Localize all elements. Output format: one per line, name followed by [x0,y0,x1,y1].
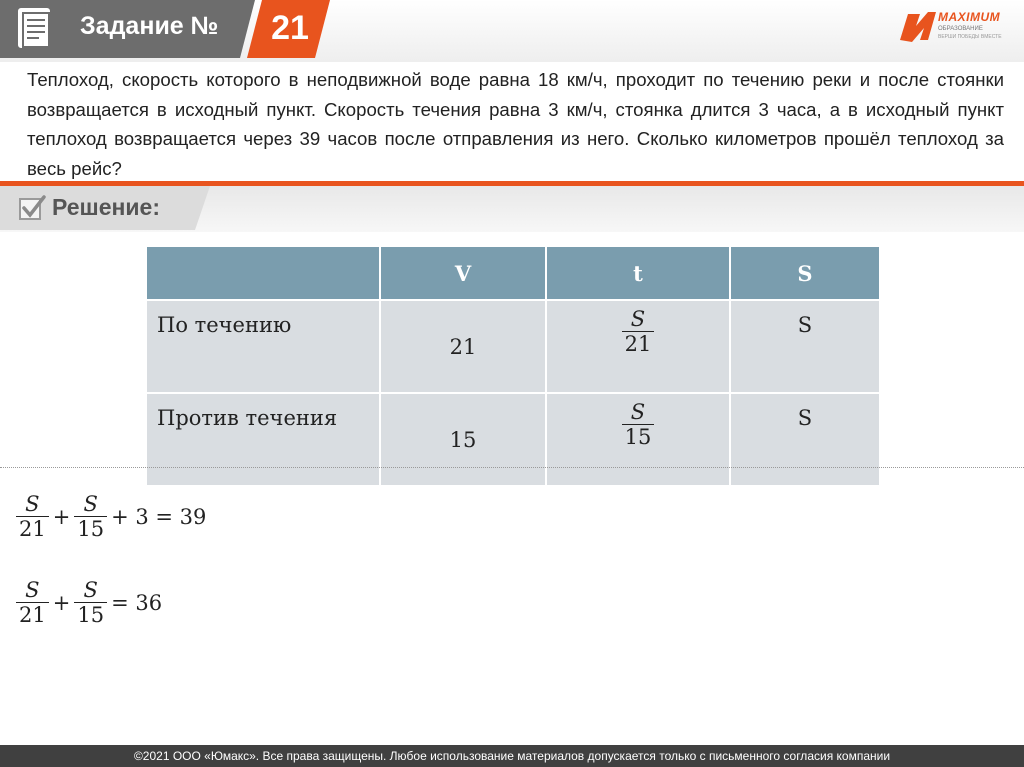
task-number: 21 [271,9,309,47]
equation-1 [16,492,210,541]
fraction [622,400,655,449]
fraction-denominator: 15 [74,516,107,541]
slide-header [0,0,1024,62]
fraction-denominator: 21 [16,516,49,541]
fraction-numerator: S [630,400,646,424]
fraction-numerator: S [630,307,646,331]
equation-2 [16,578,166,627]
table-header-cell: S [730,246,880,300]
fraction-numerator: S [25,578,40,602]
speed-cell: 21 [380,300,546,393]
table-header-cell: V [380,246,546,300]
checkbox-checked-icon [18,194,46,222]
document-icon [16,6,54,50]
table-header-row [146,246,880,300]
row-label: Против течения [146,393,380,486]
table-row [146,300,880,393]
dotted-divider [0,467,1024,468]
time-cell [546,300,730,393]
motion-table [145,245,881,487]
problem-statement: Теплоход, скорость которого в неподвижной воде равна 18 км/ч, проходит по течению реки и после стоянки возвращается в исходный пункт. Скорость течения равна 3 км/ч, стоянка длится 3 часа, а в исходный пункт теплоход возвращается через 39 часов после отправления из него. Сколько километров прошёл теплоход за весь рейс? [27,69,1004,179]
task-label: Задание № [80,12,219,40]
logo-text: MAXIMUM [938,10,1001,24]
plus-sign: + [52,590,71,615]
fraction-numerator: S [83,578,98,602]
equation-rest: = 36 [111,590,163,615]
logo-subtitle: ОБРАЗОВАНИЕ [938,26,983,32]
fraction-numerator: S [83,492,98,516]
equation-rest: + 3 = 39 [111,504,207,529]
logo-tagline: ВЕРШИ ПОБЕДЫ ВМЕСТЕ [938,34,1002,40]
fraction [16,492,49,541]
fraction-denominator: 21 [622,331,655,356]
fraction-denominator: 15 [74,602,107,627]
plus-sign: + [52,504,71,529]
row-label: По течению [146,300,380,393]
table-row [146,393,880,486]
distance-cell: S [730,300,880,393]
time-cell [546,393,730,486]
fraction [622,307,655,356]
speed-cell: 15 [380,393,546,486]
fraction-denominator: 15 [622,424,655,449]
copyright-text: ©2021 ООО «Юмакс». Все права защищены. Любое использование материалов допускается только с письменного согласия компании [133,749,891,763]
distance-cell: S [730,393,880,486]
table-header-cell: t [546,246,730,300]
table-header-cell [146,246,380,300]
fraction [16,578,49,627]
slide-footer [0,745,1024,767]
solution-heading: Решение: [52,194,161,220]
fraction-numerator: S [25,492,40,516]
fraction-denominator: 21 [16,602,49,627]
fraction [74,578,107,627]
fraction [74,492,107,541]
